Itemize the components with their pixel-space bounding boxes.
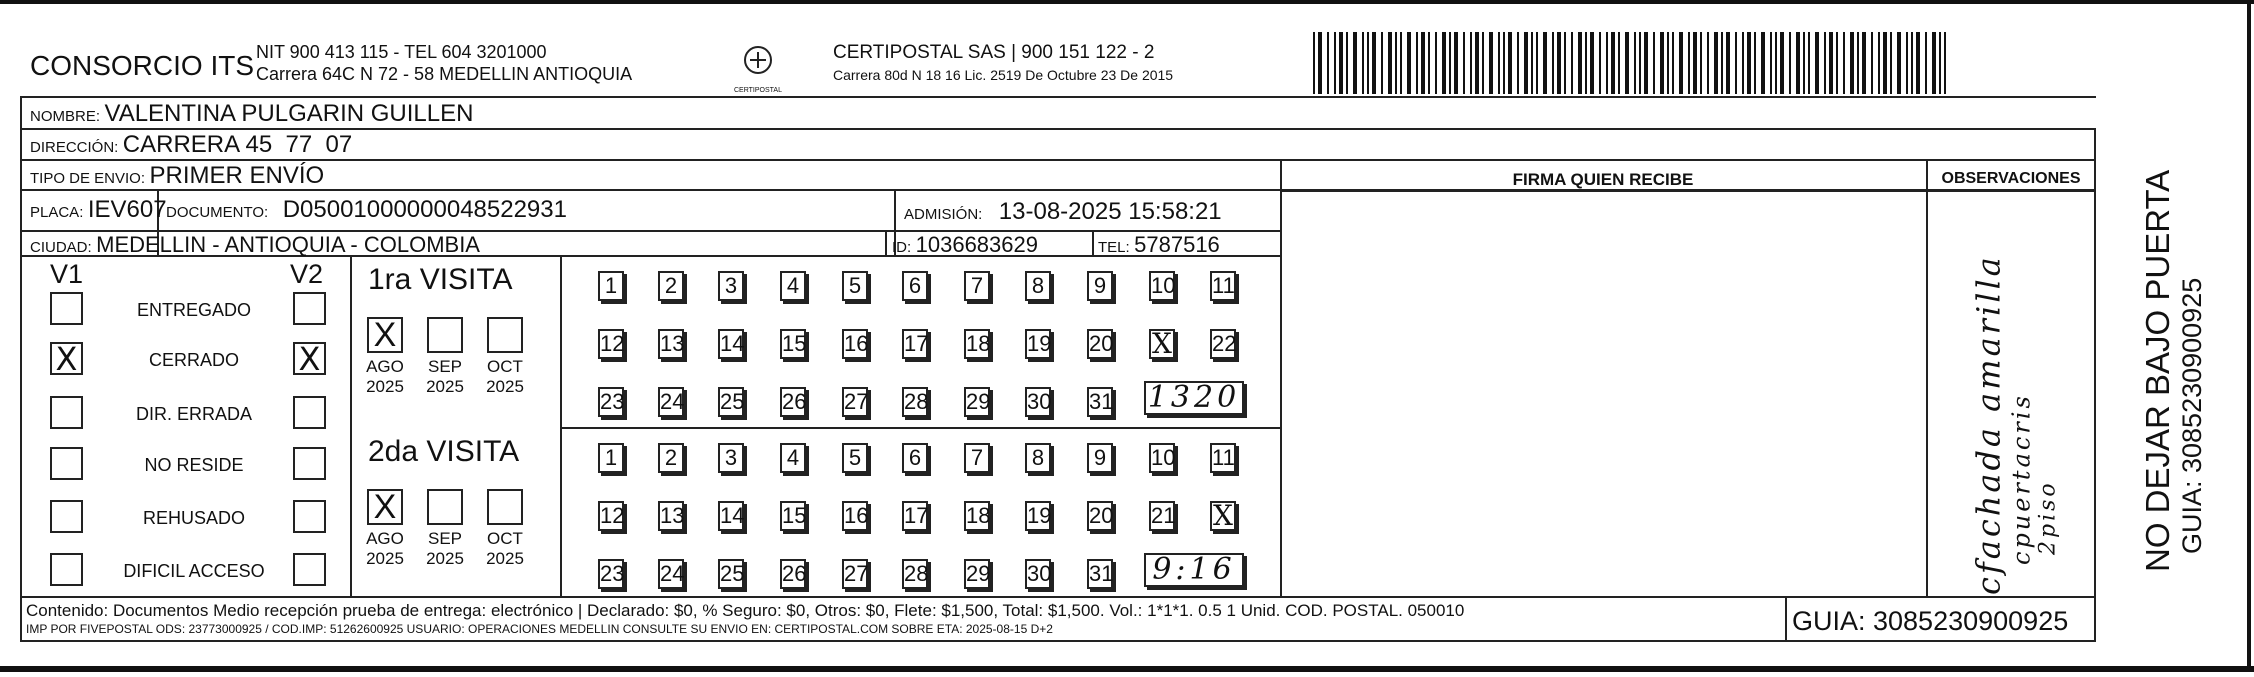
day-box[interactable]: 26 <box>780 559 806 589</box>
direccion-value: CARRERA 45 77 07 <box>122 131 353 158</box>
day-box[interactable]: 7 <box>964 271 990 301</box>
day-box[interactable]: 28 <box>902 559 928 589</box>
day-box[interactable]: 27 <box>842 387 868 417</box>
day-box[interactable]: 10 <box>1149 271 1175 301</box>
barcode-bar <box>1388 32 1392 94</box>
day-box[interactable]: 12 <box>598 329 624 359</box>
tipo-envio-label: TIPO DE ENVIO: <box>30 170 146 187</box>
month-checkbox[interactable]: X <box>367 317 403 353</box>
barcode-bar <box>1470 32 1472 94</box>
month-label <box>415 357 475 397</box>
barcode-bar <box>1557 32 1561 94</box>
day-box[interactable]: 17 <box>902 329 928 359</box>
barcode-bar <box>1871 32 1873 94</box>
month-name: OCT <box>487 529 523 548</box>
barcode-bar <box>1721 32 1723 94</box>
barcode-bar <box>1489 32 1493 94</box>
documento-cell <box>166 196 567 224</box>
day-box[interactable]: 2 <box>658 271 684 301</box>
month-checkbox[interactable] <box>427 489 463 525</box>
barcode-bar <box>1944 32 1946 94</box>
day-box[interactable]: 10 <box>1149 443 1175 473</box>
visit-title: 1ra VISITA <box>368 263 513 296</box>
day-box[interactable]: 29 <box>964 387 990 417</box>
barcode <box>1313 32 1953 94</box>
month-name: OCT <box>487 357 523 376</box>
observaciones-label: OBSERVACIONES <box>1941 170 2081 187</box>
day-box[interactable]: 14 <box>718 329 744 359</box>
barcode-bar <box>1836 32 1838 94</box>
status-label: NO RESIDE <box>144 455 244 475</box>
ciudad-label: CIUDAD: <box>30 239 92 256</box>
visit-time-box[interactable]: 9:16 <box>1144 553 1244 587</box>
month-year: 2025 <box>486 377 524 396</box>
barcode-bar <box>1346 32 1348 94</box>
barcode-bar <box>1585 32 1587 94</box>
day-box[interactable]: 27 <box>842 559 868 589</box>
month-year: 2025 <box>366 549 404 568</box>
day-box[interactable]: 30 <box>1025 387 1051 417</box>
status-v2-checkbox[interactable] <box>293 553 326 586</box>
day-box[interactable]: 3 <box>718 271 744 301</box>
month-checkbox[interactable]: X <box>367 489 403 525</box>
barcode-bar <box>1381 32 1383 94</box>
tel-value: 5787516 <box>1134 232 1220 257</box>
imp-text: IMP POR FIVEPOSTAL ODS: 23773000925 / COD.IMP: 51262600925 USUARIO: OPERACIONES MEDELLIN CONSULTE SU ENVIO EN: CERTIPOSTAL.COM SOBRE ETA: 2025-08-15 D+2 <box>26 622 1053 636</box>
barcode-bar <box>1667 32 1669 94</box>
barcode-bar <box>1435 32 1437 94</box>
v2-label: V2 <box>290 259 324 289</box>
barcode-bar <box>1829 32 1833 94</box>
day-box[interactable]: 15 <box>780 501 806 531</box>
barcode-bar <box>1639 32 1641 94</box>
barcode-bar <box>1578 32 1582 94</box>
barcode-bar <box>1707 32 1709 94</box>
day-box[interactable]: 24 <box>658 559 684 589</box>
status-v2-checkbox[interactable] <box>293 292 326 325</box>
firma-label: FIRMA QUIEN RECIBE <box>1512 170 1694 189</box>
barcode-bar <box>1754 32 1756 94</box>
barcode-bar <box>1318 32 1322 94</box>
barcode-bar <box>1700 32 1702 94</box>
barcode-bar <box>1625 32 1629 94</box>
documento-label: DOCUMENTO: <box>166 204 269 221</box>
month-label <box>475 357 535 397</box>
day-box[interactable]: 4 <box>780 271 806 301</box>
certipostal-logo-icon <box>733 40 783 94</box>
status-label: REHUSADO <box>142 508 245 528</box>
day-box[interactable]: 26 <box>780 387 806 417</box>
day-box[interactable]: 25 <box>718 559 744 589</box>
status-v1-checkbox[interactable] <box>50 447 83 480</box>
ciudad-cell <box>30 232 480 258</box>
day-box[interactable]: X <box>1149 329 1175 359</box>
side-text <box>2098 122 2248 572</box>
barcode-bar <box>1890 32 1892 94</box>
contenido-text: Contenido: Documentos Medio recepción prueba de entrega: electrónico | Declarado: $0, % Seguro: $0, Otros: $0, Flete: $1,500, Total: $1,500. Vol.: 1*1*1. 0.5 1 Unid. COD. POSTAL. 050010 <box>26 601 1465 620</box>
certipostal-license-line: Carrera 80d N 18 16 Lic. 2519 De Octubre 23 De 2015 <box>833 67 1174 83</box>
company-nit-line: NIT 900 413 115 - TEL 604 3201000 <box>256 42 547 62</box>
day-box[interactable]: 18 <box>964 329 990 359</box>
company-name: CONSORCIO ITS <box>30 50 255 81</box>
barcode-bar <box>1313 32 1315 94</box>
visit-time-box[interactable]: 1320 <box>1144 381 1244 415</box>
status-v1-checkbox[interactable] <box>50 292 83 325</box>
day-box[interactable]: 15 <box>780 329 806 359</box>
barcode-bar <box>1688 32 1690 94</box>
tipo-envio-value: PRIMER ENVÍO <box>149 162 325 189</box>
barcode-bar <box>1421 32 1425 94</box>
documento-value: D05001000000048522931 <box>282 196 567 223</box>
barcode-bar <box>1543 32 1547 94</box>
admision-cell <box>904 198 1222 226</box>
day-box[interactable]: 22 <box>1210 329 1236 359</box>
day-box[interactable]: 4 <box>780 443 806 473</box>
day-box[interactable]: 6 <box>902 271 928 301</box>
barcode-bar <box>1735 32 1737 94</box>
id-cell <box>892 232 1038 258</box>
day-box[interactable]: 1 <box>598 271 624 301</box>
barcode-bar <box>1400 32 1402 94</box>
status-label: CERRADO <box>148 350 239 370</box>
barcode-bar <box>1618 32 1620 94</box>
status-label: DIR. ERRADA <box>135 404 252 424</box>
day-box[interactable]: 16 <box>842 501 868 531</box>
nombre-row <box>30 100 473 128</box>
day-box[interactable]: 16 <box>842 329 868 359</box>
barcode-bar <box>1761 32 1765 94</box>
barcode-bar <box>1517 32 1519 94</box>
barcode-bar <box>1571 32 1573 94</box>
barcode-bar <box>1362 32 1364 94</box>
barcode-bar <box>1334 32 1336 94</box>
tel-cell <box>1098 232 1220 258</box>
barcode-bar <box>1552 32 1554 94</box>
no-dejar-bajo-puerta: NO DEJAR BAJO PUERTA <box>2139 169 2176 572</box>
status-v1-checkbox[interactable] <box>50 500 83 533</box>
barcode-bar <box>1932 32 1936 94</box>
day-box[interactable]: 21 <box>1149 501 1175 531</box>
barcode-bar <box>1843 32 1845 94</box>
day-box[interactable]: 25 <box>718 387 744 417</box>
ciudad-value: MEDELLIN - ANTIOQUIA - COLOMBIA <box>96 232 480 257</box>
month-year: 2025 <box>486 549 524 568</box>
day-box[interactable]: 19 <box>1025 501 1051 531</box>
visit-title: 2da VISITA <box>368 435 520 468</box>
guia-footer: GUIA: 3085230900925 <box>1792 606 2069 636</box>
barcode-bar <box>1850 32 1854 94</box>
status-label: ENTREGADO <box>136 300 251 320</box>
status-label: DIFICIL ACCESO <box>123 561 265 581</box>
barcode-bar <box>1395 32 1397 94</box>
barcode-bar <box>1916 32 1920 94</box>
barcode-bar <box>1536 32 1538 94</box>
barcode-bar <box>1660 32 1664 94</box>
barcode-bar <box>1367 32 1369 94</box>
status-v2-checkbox[interactable] <box>293 396 326 429</box>
observaciones-line: cpuertacris <box>2007 393 2036 565</box>
month-name: AGO <box>366 529 404 548</box>
month-year: 2025 <box>366 377 404 396</box>
month-label <box>355 357 415 397</box>
barcode-bar <box>1693 32 1697 94</box>
barcode-bar <box>1747 32 1751 94</box>
day-box[interactable]: 18 <box>964 501 990 531</box>
tel-label: TEL: <box>1098 239 1130 256</box>
day-box[interactable]: 8 <box>1025 271 1051 301</box>
id-label: ID: <box>892 239 912 256</box>
observaciones-line: 2piso <box>2035 480 2061 555</box>
observaciones-line: cfachada amarilla <box>1969 254 2008 595</box>
certipostal-logo-text: CERTIPOSTAL <box>734 87 782 94</box>
barcode-bar <box>1475 32 1479 94</box>
day-box[interactable]: 31 <box>1087 387 1113 417</box>
barcode-bar <box>1883 32 1887 94</box>
certipostal-name-line: CERTIPOSTAL SAS | 900 151 122 - 2 <box>833 42 1155 63</box>
barcode-bar <box>1407 32 1411 94</box>
barcode-bar <box>1442 32 1446 94</box>
day-box[interactable]: 3 <box>718 443 744 473</box>
month-checkbox[interactable] <box>487 317 523 353</box>
day-box[interactable]: 29 <box>964 559 990 589</box>
barcode-bar <box>1327 32 1329 94</box>
month-checkbox[interactable] <box>487 489 523 525</box>
barcode-bar <box>1672 32 1674 94</box>
barcode-bar <box>1599 32 1601 94</box>
barcode-bar <box>1564 32 1566 94</box>
day-box[interactable]: 1 <box>598 443 624 473</box>
barcode-bar <box>1531 32 1533 94</box>
day-box[interactable]: X <box>1210 501 1236 531</box>
side-guia: GUIA: 3085230900925 <box>2177 277 2207 554</box>
barcode-bar <box>1416 32 1418 94</box>
month-checkbox[interactable] <box>427 317 463 353</box>
barcode-bar <box>1372 32 1376 94</box>
barcode-bar <box>1808 32 1810 94</box>
barcode-bar <box>1611 32 1615 94</box>
day-box[interactable]: 14 <box>718 501 744 531</box>
observaciones-handwriting <box>1940 215 2090 595</box>
status-v2-checkbox[interactable] <box>293 500 326 533</box>
month-year: 2025 <box>426 377 464 396</box>
barcode-bar <box>1644 32 1648 94</box>
day-box[interactable]: 20 <box>1087 501 1113 531</box>
barcode-bar <box>1679 32 1683 94</box>
day-box[interactable]: 12 <box>598 501 624 531</box>
barcode-bar <box>1353 32 1357 94</box>
barcode-bar <box>1742 32 1744 94</box>
status-v1-checkbox[interactable]: X <box>50 342 83 375</box>
day-box[interactable]: 20 <box>1087 329 1113 359</box>
barcode-bar <box>1454 32 1458 94</box>
barcode-bar <box>1897 32 1901 94</box>
barcode-bar <box>1498 32 1500 94</box>
day-box[interactable]: 19 <box>1025 329 1051 359</box>
day-box[interactable]: 23 <box>598 387 624 417</box>
barcode-bar <box>1780 32 1784 94</box>
day-box[interactable]: 11 <box>1210 443 1236 473</box>
placa-cell <box>30 196 167 224</box>
admision-value: 13-08-2025 15:58:21 <box>998 198 1222 225</box>
barcode-bar <box>1857 32 1859 94</box>
barcode-bar <box>1606 32 1608 94</box>
day-box[interactable]: 7 <box>964 443 990 473</box>
barcode-bar <box>1524 32 1528 94</box>
barcode-bar <box>1803 32 1805 94</box>
day-box[interactable]: 9 <box>1087 443 1113 473</box>
barcode-bar <box>1503 32 1505 94</box>
month-name: SEP <box>427 529 463 548</box>
month-label <box>475 529 535 569</box>
status-v1-checkbox[interactable] <box>50 553 83 586</box>
barcode-bar <box>1714 32 1718 94</box>
barcode-bar <box>1634 32 1636 94</box>
barcode-bar <box>1925 32 1927 94</box>
day-box[interactable]: 13 <box>658 501 684 531</box>
barcode-bar <box>1862 32 1866 94</box>
barcode-bar <box>1789 32 1791 94</box>
barcode-bar <box>1815 32 1819 94</box>
barcode-bar <box>1463 32 1465 94</box>
month-label <box>355 529 415 569</box>
barcode-bar <box>1482 32 1484 94</box>
barcode-bar <box>1878 32 1880 94</box>
nombre-value: VALENTINA PULGARIN GUILLEN <box>104 100 474 127</box>
barcode-bar <box>1653 32 1655 94</box>
barcode-bar <box>1824 32 1826 94</box>
barcode-bar <box>1508 32 1512 94</box>
status-v1-checkbox[interactable] <box>50 396 83 429</box>
status-v2-checkbox[interactable] <box>293 447 326 480</box>
status-v2-checkbox[interactable]: X <box>293 342 326 375</box>
barcode-bar <box>1796 32 1800 94</box>
day-box[interactable]: 31 <box>1087 559 1113 589</box>
barcode-bar <box>1939 32 1941 94</box>
day-box[interactable]: 8 <box>1025 443 1051 473</box>
day-box[interactable]: 5 <box>842 443 868 473</box>
day-box[interactable]: 9 <box>1087 271 1113 301</box>
admision-label: ADMISIÓN: <box>904 206 983 223</box>
barcode-bar <box>1339 32 1343 94</box>
day-box[interactable]: 2 <box>658 443 684 473</box>
day-box[interactable]: 11 <box>1210 271 1236 301</box>
barcode-bar <box>1911 32 1913 94</box>
day-box[interactable]: 6 <box>902 443 928 473</box>
day-box[interactable]: 24 <box>658 387 684 417</box>
nombre-label: NOMBRE: <box>30 108 101 125</box>
month-name: SEP <box>427 357 463 376</box>
day-box[interactable]: 30 <box>1025 559 1051 589</box>
tipo-envio-row <box>30 162 324 190</box>
barcode-bar <box>1428 32 1430 94</box>
barcode-bar <box>1449 32 1451 94</box>
barcode-bar <box>1770 32 1772 94</box>
direccion-label: DIRECCIÓN: <box>30 139 119 156</box>
day-box[interactable]: 5 <box>842 271 868 301</box>
barcode-bar <box>1906 32 1908 94</box>
company-address-line: Carrera 64C N 72 - 58 MEDELLIN ANTIOQUIA <box>256 64 633 84</box>
placa-label: PLACA: <box>30 204 84 221</box>
month-year: 2025 <box>426 549 464 568</box>
month-name: AGO <box>366 357 404 376</box>
day-box[interactable]: 13 <box>658 329 684 359</box>
barcode-bar <box>1590 32 1594 94</box>
placa-value: IEV607 <box>87 196 167 223</box>
v1-label: V1 <box>50 259 84 289</box>
day-box[interactable]: 23 <box>598 559 624 589</box>
direccion-row <box>30 131 352 159</box>
month-label <box>415 529 475 569</box>
barcode-bar <box>1726 32 1730 94</box>
id-value: 1036683629 <box>915 232 1038 257</box>
day-box[interactable]: 17 <box>902 501 928 531</box>
day-box[interactable]: 28 <box>902 387 928 417</box>
barcode-bar <box>1775 32 1777 94</box>
